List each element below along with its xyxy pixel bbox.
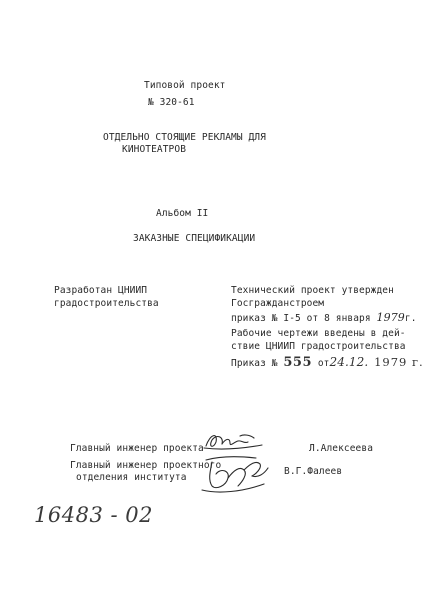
project-type-label: Типовой проект [144, 80, 226, 91]
order-line [231, 356, 424, 370]
signatory-1-role: Главный инженер проекта [70, 443, 204, 454]
approval-line3 [231, 312, 417, 325]
approval-line4: Рабочие чертежи введены в дей- [231, 328, 406, 339]
order-from: от [317, 358, 330, 369]
developer-line1: Разработан ЦНИИП [54, 285, 148, 296]
approval-line5: ствие ЦНИИП градостроительства [231, 341, 406, 352]
document-title-line1: ОТДЕЛЬНО СТОЯЩИЕ РЕКЛАМЫ ДЛЯ [103, 132, 266, 143]
approval-line3-prefix: приказ № I-5 от 8 января [231, 313, 377, 324]
signatory-1-name: Л.Алексеева [309, 443, 374, 454]
signatory-2-role-line1: Главный инженер проектного [70, 460, 222, 471]
signatory-2-role-line2: отделения института [76, 472, 187, 483]
order-date: 24.12. [329, 355, 369, 369]
album-subtitle: ЗАКАЗНЫЕ СПЕЦИФИКАЦИИ [133, 233, 256, 244]
signature-2-icon [198, 448, 284, 496]
approval-line3-year: 1979 [376, 311, 405, 324]
album-label: Альбом II [156, 208, 209, 219]
approval-line3-suffix: г. [404, 313, 417, 324]
approval-line2: Госгражданстроем [231, 298, 325, 309]
document-title-line2: КИНОТЕАТРОВ [122, 144, 187, 155]
project-number: № 320-61 [148, 97, 195, 108]
approval-line1: Технический проект утвержден [231, 285, 394, 296]
inventory-number: 16483 - 02 [34, 503, 153, 527]
order-prefix: Приказ № [231, 358, 278, 369]
signatory-2-name: В.Г.Фалеев [284, 466, 343, 477]
order-number: 555 [283, 355, 313, 370]
order-year: 1979 г. [374, 355, 424, 369]
developer-line2: градостроительства [54, 298, 159, 309]
